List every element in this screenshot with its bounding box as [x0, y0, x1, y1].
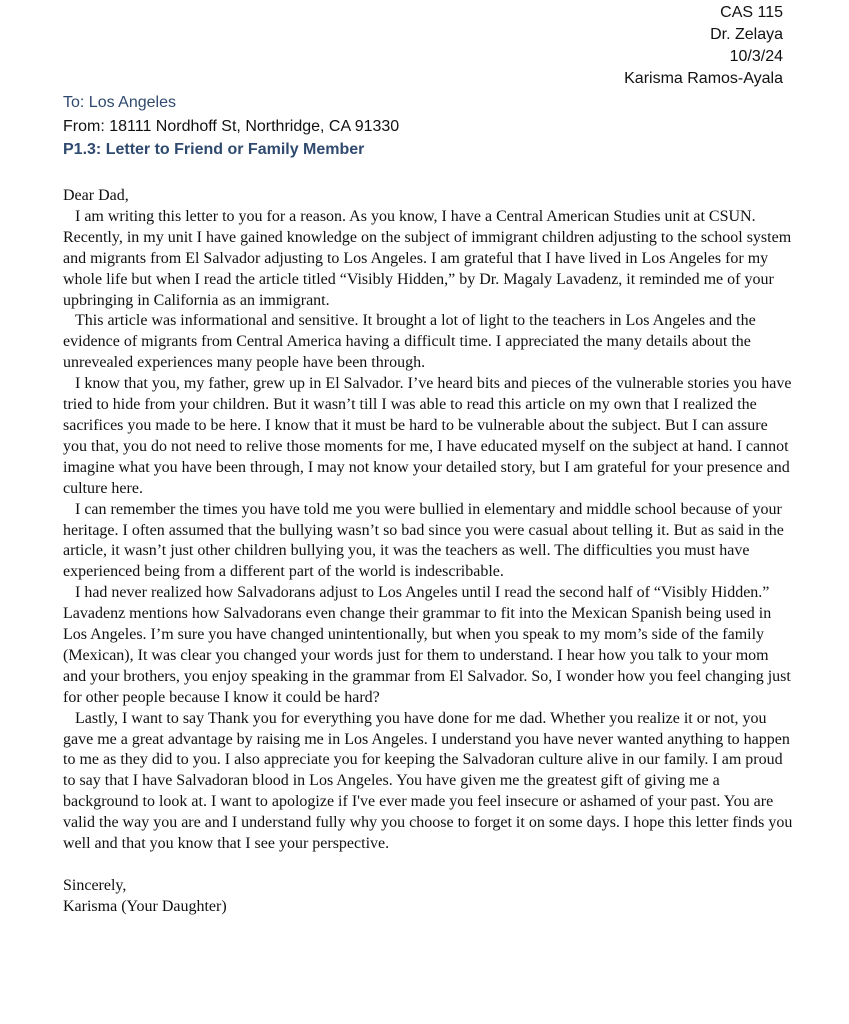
closing: Sincerely,: [63, 877, 127, 894]
recipient-line: To: Los Angeles: [63, 94, 176, 111]
paragraph-3: I know that you, my father, grew up in El Salvador. I’ve heard bits and pieces of the vulnerable stories you have tried to hide from your children. But it wasn’t till I was able to read this article on my own that I realized the sacrifices you made to be here. I know that it must be hard to be vulnerable about the subject. But I can assure you that, you do not need to relive those moments for me, I have educated myself on the subject at hand. I cannot imagine what you have been through, I may not know your detailed story, but I am grateful for your presence and culture here.: [63, 375, 792, 497]
paragraph-6: Lastly, I want to say Thank you for everything you have done for me dad. Whether you realize it or not, you gave me a great advantage by raising me in Los Angeles. I understand you have never wanted anything to happen to me as they did to you. I also appreciate you for keeping the Salvadoran culture alive in our family. I am proud to say that I have Salvadoran blood in Los Angeles. You have given me the greatest gift of giving me a background to look at. I want to apologize if I've ever made you feel insecure or ashamed of your past. You are valid the way you are and I understand fully why you choose to forget it on some days. I hope this letter finds you well and that you know that I see your perspective.: [63, 709, 793, 853]
closing-block: [63, 876, 793, 918]
salutation: Dear Dad,: [63, 187, 129, 204]
header-block: [624, 2, 783, 90]
letter-meta: [63, 91, 399, 162]
instructor-name: Dr. Zelaya: [710, 26, 783, 43]
signature: Karisma (Your Daughter): [63, 897, 227, 915]
paragraph-2: This article was informational and sensitive. It brought a lot of light to the teachers in Los Angeles and the evidence of migrants from Central America having a difficult time. I appreciated the many details about the unrevealed experiences many people have been through.: [63, 312, 756, 372]
letter-body: [63, 186, 793, 918]
assignment-title: P1.3: Letter to Friend or Family Member: [63, 141, 365, 158]
paragraph-1: I am writing this letter to you for a reason. As you know, I have a Central American Studies unit at CSUN. Recently, in my unit I have gained knowledge on the subject of immigrant children adjusting to the school system and migrants from El Salvador adjusting to Los Angeles. I am grateful that I have lived in Los Angeles for my whole life but when I read the article titled “Visibly Hidden,” by Dr. Magaly Lavadenz, it reminded me of your upbringing in California as an immigrant.: [63, 207, 792, 309]
author-name: Karisma Ramos-Ayala: [624, 70, 783, 87]
document-date: 10/3/24: [729, 48, 783, 65]
paragraph-4: I can remember the times you have told me you were bullied in elementary and middle school because of your heritage. I often assumed that the bullying wasn’t so bad since you were casual about telling it. But as said in the article, it wasn’t just other children bullying you, it was the teachers as well. The difficulties you must have experienced being from a different part of the world is indescribable.: [63, 500, 784, 581]
sender-address-line: From: 18111 Nordhoff St, Northridge, CA 91330: [63, 117, 400, 135]
course-code: CAS 115: [720, 4, 783, 21]
paragraph-5: I had never realized how Salvadorans adjust to Los Angeles until I read the second half of “Visibly Hidden.” Lavadenz mentions how Salvadorans even change their grammar to fit into the Mexican Spanish being used in Los Angeles. I’m sure you have changed unintentionally, but when you speak to my mom’s side of the family (Mexican), It was clear you changed your words just for them to understand. I hear how you talk to your mom and your brothers, you enjoy speaking in the grammar from El Salvador. So, I wonder how you feel changing just for other people because I know it could be hard?: [63, 584, 791, 706]
